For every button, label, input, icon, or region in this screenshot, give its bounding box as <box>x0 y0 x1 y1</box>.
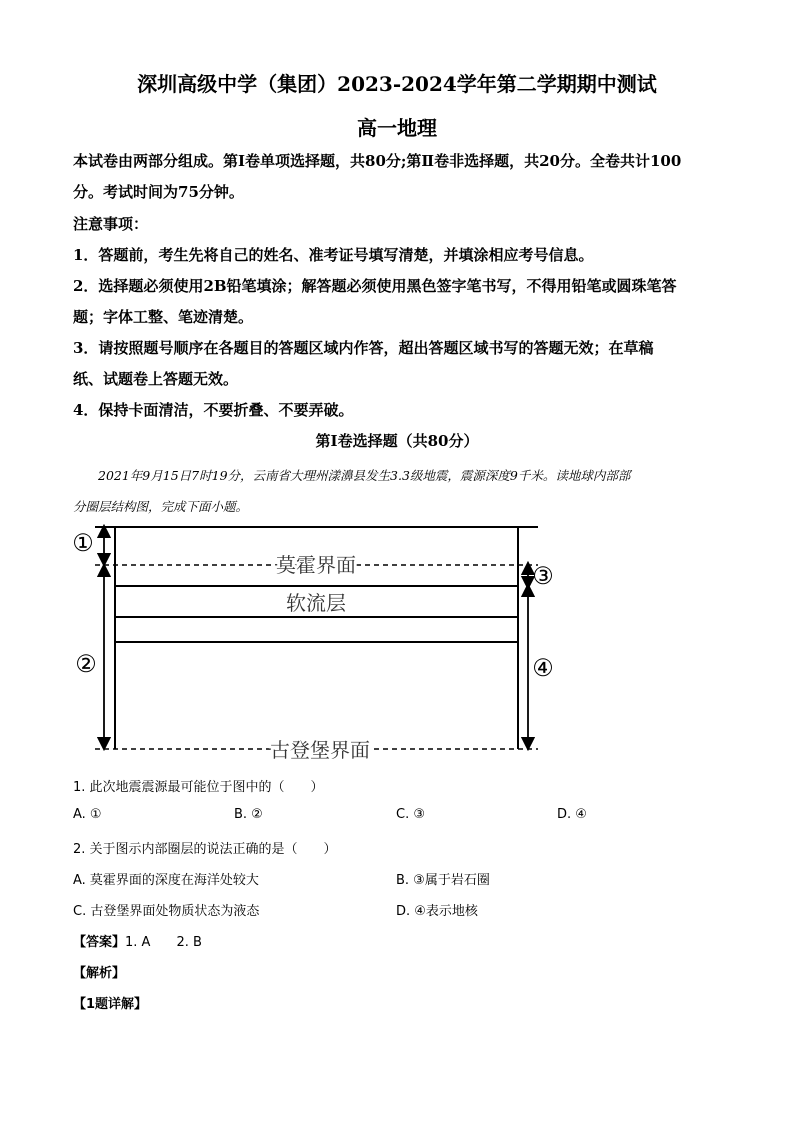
note-item-3b: 纸、试题卷上答题无效。 <box>73 370 239 388</box>
gutenberg-label: 古登堡界面 <box>270 738 370 762</box>
question-1-option-d[interactable]: D. ④ <box>557 807 587 822</box>
answer-line <box>73 931 202 950</box>
question-1-stem: 1. 此次地震震源最可能位于图中的（ ） <box>73 780 324 795</box>
note-item-2b: 题；字体工整、笔迹清楚。 <box>73 308 254 326</box>
asthenosphere-label: 软流层 <box>286 591 346 615</box>
notes-heading: 注意事项： <box>73 215 149 233</box>
question-2-option-b[interactable]: B. ③属于岩石圈 <box>396 873 490 888</box>
earth-layers-diagram <box>0 515 794 775</box>
note-item-2a: 2．选择题必须使用2B铅笔填涂；解答题必须使用黑色签字笔书写，不得用铅笔或圆珠笔答 <box>73 277 677 295</box>
marker-3: ③ <box>532 562 554 590</box>
marker-2: ② <box>75 650 97 678</box>
answer-text: 1. A 2. B <box>125 935 202 950</box>
question-2-option-c[interactable]: C. 古登堡界面处物质状态为液态 <box>73 904 260 919</box>
section-title: 第Ⅰ卷选择题（共80分） <box>315 432 479 450</box>
note-item-1: 1．答题前，考生先将自己的姓名、准考证号填写清楚，并填涂相应考号信息。 <box>73 246 594 264</box>
passage-line-1: 2021年9月15日7时19分，云南省大理州漾濞县发生3.3级地震，震源深度9千米。读地球内部部 <box>98 468 631 483</box>
detail-tag: 【1题详解】 <box>73 997 148 1012</box>
question-1-option-c[interactable]: C. ③ <box>396 807 425 822</box>
moho-label: 莫霍界面 <box>276 553 356 577</box>
marker-1: ① <box>72 529 94 557</box>
question-2-stem: 2. 关于图示内部圈层的说法正确的是（ ） <box>73 842 337 857</box>
passage <box>73 460 723 522</box>
passage-line-2: 分圈层结构图，完成下面小题。 <box>73 499 249 514</box>
question-1-option-b[interactable]: B. ② <box>234 807 263 822</box>
question-2-option-a[interactable]: A. 莫霍界面的深度在海洋处较大 <box>73 873 259 888</box>
answer-tag: 【答案】 <box>73 935 126 950</box>
question-2-option-d[interactable]: D. ④表示地核 <box>396 904 478 919</box>
note-item-4: 4．保持卡面清洁，不要折叠、不要弄破。 <box>73 401 354 419</box>
intro-line-2: 分。考试时间为75分钟。 <box>73 183 244 201</box>
analysis-tag: 【解析】 <box>73 966 126 981</box>
question-1-option-a[interactable]: A. ① <box>73 807 102 822</box>
note-item-3a: 3．请按照题号顺序在各题目的答题区域内作答，超出答题区域书写的答题无效；在草稿 <box>73 339 654 357</box>
exam-subtitle: 高一地理 <box>357 116 437 140</box>
exam-title: 深圳高级中学（集团）2023-2024学年第二学期期中测试 <box>137 72 657 96</box>
marker-4: ④ <box>532 654 554 682</box>
intro-line-1: 本试卷由两部分组成。第Ⅰ卷单项选择题，共80分;第Ⅱ卷非选择题，共20分。全卷共计100 <box>73 152 682 170</box>
